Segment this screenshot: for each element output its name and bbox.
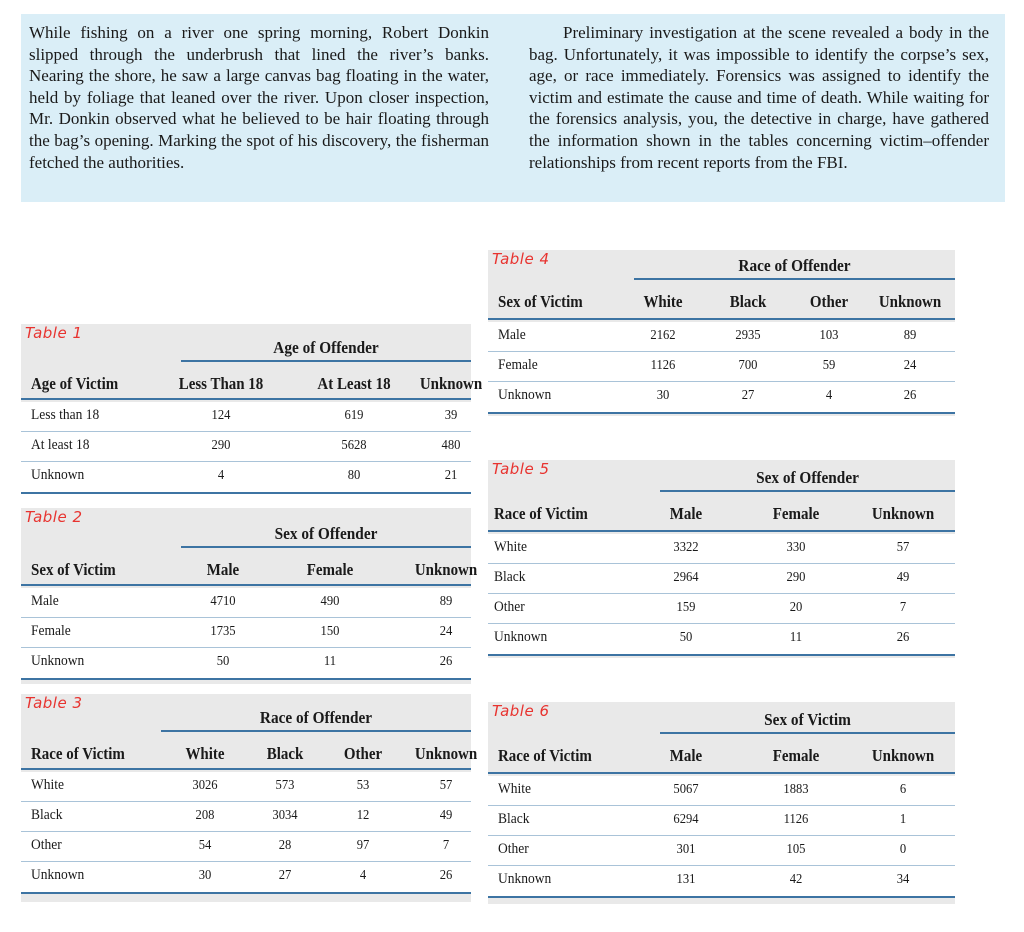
cell-value: 2162 [650, 328, 676, 343]
table3-annotation: Table 3 [25, 694, 83, 712]
cell-value: 80 [347, 468, 361, 483]
cell-value: 2964 [673, 570, 699, 585]
table-row [488, 322, 955, 352]
cell-value: 290 [786, 570, 806, 585]
table1-header-rule [21, 398, 471, 400]
table6 [488, 702, 955, 904]
row-label: White [494, 539, 527, 555]
cell-value: 1126 [783, 812, 809, 827]
table6-bottom-rule [488, 896, 955, 898]
cell-value: 53 [356, 778, 370, 793]
cell-value: 89 [903, 328, 917, 343]
row-label: Less than 18 [31, 407, 100, 423]
table5-bottom-rule [488, 654, 955, 656]
table2-row-header: Sex of Victim [31, 560, 116, 579]
cell-value: 2935 [735, 328, 761, 343]
cell-value: 26 [896, 630, 910, 645]
table-row [488, 836, 955, 866]
row-label: Female [31, 623, 71, 639]
table3-bottom-rule [21, 892, 471, 894]
table6-header-rule [488, 772, 955, 774]
cell-value: 27 [278, 868, 292, 883]
cell-value: 1126 [650, 358, 676, 373]
table5-group-label: Sex of Offender [756, 468, 859, 487]
cell-value: 700 [738, 358, 758, 373]
cell-value: 124 [211, 408, 231, 423]
table4-col-header: Other [809, 292, 849, 311]
row-label: Male [498, 327, 526, 343]
cell-value: 0 [899, 842, 907, 857]
cell-value: 330 [786, 540, 806, 555]
cell-value: 5628 [341, 438, 367, 453]
cell-value: 131 [676, 872, 696, 887]
table-row [21, 462, 471, 492]
table2-group-label: Sex of Offender [274, 524, 378, 543]
row-label: Other [31, 837, 62, 853]
table-row [488, 806, 955, 836]
table3-col-header: White [185, 744, 225, 763]
cell-value: 7 [442, 838, 450, 853]
cell-value: 50 [216, 654, 230, 669]
table2-header-rule [21, 584, 471, 586]
cell-value: 1883 [783, 782, 809, 797]
table2-group-rule [181, 546, 471, 548]
cell-value: 26 [439, 868, 453, 883]
table-row [21, 862, 471, 892]
table1-bottom-rule [21, 492, 471, 494]
cell-value: 3322 [673, 540, 699, 555]
row-label: At least 18 [31, 437, 90, 453]
table-row [21, 802, 471, 832]
table3 [21, 694, 478, 902]
cell-value: 34 [896, 872, 910, 887]
table5-group-rule [660, 490, 955, 492]
cell-value: 3026 [192, 778, 218, 793]
table5-header-rule [488, 530, 955, 532]
table-row [21, 432, 471, 462]
cell-value: 59 [822, 358, 836, 373]
cell-value: 27 [741, 388, 755, 403]
cell-value: 6 [899, 782, 907, 797]
cell-value: 573 [275, 778, 295, 793]
table-row [21, 402, 471, 432]
cell-value: 21 [444, 468, 458, 483]
table-row [21, 832, 471, 862]
cell-value: 26 [439, 654, 453, 669]
table-row [488, 382, 955, 412]
table-row [21, 588, 471, 618]
table5-annotation: Table 5 [492, 460, 550, 478]
cell-value: 4 [217, 468, 225, 483]
cell-value: 89 [439, 594, 453, 609]
cell-value: 6294 [673, 812, 699, 827]
row-label: Unknown [31, 467, 85, 483]
row-label: Unknown [31, 653, 85, 669]
row-label: Black [498, 811, 530, 827]
table3-col-header: Unknown [414, 744, 478, 763]
table1 [21, 324, 483, 494]
table4 [488, 250, 955, 416]
intro-paragraph-1: While fishing on a river one spring morning, Robert Donkin slipped through the underbrush that lined the river’s banks. Nearing the shore, he saw a large canvas bag floating in the water, held by foliage that leaned over the river. Upon closer inspection, Mr. Donkin observed what he believed to be hair floating through the bag’s opening. Marking the spot of his discovery, the fisherman fetched the authorities. [29, 23, 489, 172]
table3-group-label: Race of Offender [259, 708, 373, 727]
cell-value: 11 [789, 630, 803, 645]
table4-row-header: Sex of Victim [498, 292, 583, 311]
row-label: White [31, 777, 64, 793]
cell-value: 97 [356, 838, 370, 853]
table6-group-label: Sex of Victim [764, 710, 851, 729]
cell-value: 490 [320, 594, 340, 609]
table-row [488, 352, 955, 382]
cell-value: 50 [679, 630, 693, 645]
row-label: Other [498, 841, 529, 857]
table-row [488, 866, 955, 896]
cell-value: 54 [198, 838, 212, 853]
row-label: Unknown [31, 867, 85, 883]
cell-value: 24 [439, 624, 453, 639]
table-row [488, 534, 955, 564]
row-label: Unknown [498, 871, 552, 887]
table1-col-header: Less Than 18 [178, 374, 264, 393]
table2-bottom-rule [21, 678, 471, 680]
cell-value: 7 [899, 600, 907, 615]
cell-value: 3034 [272, 808, 298, 823]
table3-row-header: Race of Victim [31, 744, 125, 763]
intro-box [21, 14, 1005, 202]
table6-col-header: Male [669, 746, 703, 765]
row-label: Unknown [494, 629, 548, 645]
cell-value: 301 [676, 842, 696, 857]
table2-col-header: Female [306, 560, 354, 579]
row-label: White [498, 781, 531, 797]
table4-group-rule [634, 278, 955, 280]
table4-col-header: Black [729, 292, 767, 311]
table6-col-header: Female [772, 746, 820, 765]
cell-value: 159 [676, 600, 696, 615]
cell-value: 49 [896, 570, 910, 585]
cell-value: 24 [903, 358, 917, 373]
table5 [488, 460, 955, 658]
table-row [488, 624, 955, 654]
table6-row-header: Race of Victim [498, 746, 592, 765]
table-row [21, 772, 471, 802]
table4-group-label: Race of Offender [738, 256, 851, 275]
cell-value: 103 [819, 328, 839, 343]
table-row [21, 648, 471, 678]
table5-row-header: Race of Victim [494, 504, 588, 523]
table4-col-header: Unknown [878, 292, 942, 311]
cell-value: 57 [439, 778, 453, 793]
cell-value: 49 [439, 808, 453, 823]
row-label: Female [498, 357, 538, 373]
table2-col-header: Unknown [414, 560, 478, 579]
table4-col-header: White [643, 292, 683, 311]
table2-annotation: Table 2 [25, 508, 83, 526]
table4-annotation: Table 4 [492, 250, 550, 268]
table3-col-header: Black [266, 744, 304, 763]
table5-col-header: Unknown [871, 504, 935, 523]
table1-col-header: Unknown [419, 374, 483, 393]
cell-value: 11 [323, 654, 337, 669]
table2 [21, 508, 478, 684]
cell-value: 150 [320, 624, 340, 639]
table1-row-header: Age of Victim [31, 374, 119, 393]
table-row [488, 776, 955, 806]
cell-value: 39 [444, 408, 458, 423]
table2-col-header: Male [206, 560, 240, 579]
table4-header-rule [488, 318, 955, 320]
cell-value: 480 [441, 438, 461, 453]
cell-value: 12 [356, 808, 370, 823]
cell-value: 105 [786, 842, 806, 857]
table5-col-header: Male [669, 504, 703, 523]
cell-value: 28 [278, 838, 292, 853]
cell-value: 4710 [210, 594, 236, 609]
cell-value: 26 [903, 388, 917, 403]
cell-value: 1735 [210, 624, 236, 639]
intro-paragraph-2: Preliminary investigation at the scene revealed a body in the bag. Unfortunately, it was impossible to identify the corpse’s sex, age, or race immediately. Forensics was assigned to identify the victim and estimate the cause and time of death. While waiting for the forensics analysis, you, the detective in charge, have gathered the information shown in the tables concerning victim–offender relationships from recent reports from the FBI. [529, 23, 989, 172]
row-label: Male [31, 593, 59, 609]
row-label: Unknown [498, 387, 552, 403]
row-label: Other [494, 599, 525, 615]
cell-value: 30 [198, 868, 212, 883]
cell-value: 619 [344, 408, 364, 423]
cell-value: 5067 [673, 782, 699, 797]
table1-col-header: At Least 18 [317, 374, 391, 393]
table3-group-rule [161, 730, 471, 732]
cell-value: 42 [789, 872, 803, 887]
cell-value: 208 [195, 808, 215, 823]
table6-col-header: Unknown [871, 746, 935, 765]
table3-header-rule [21, 768, 471, 770]
table1-group-label: Age of Offender [273, 338, 379, 357]
cell-value: 1 [899, 812, 907, 827]
cell-value: 4 [359, 868, 367, 883]
cell-value: 57 [896, 540, 910, 555]
cell-value: 20 [789, 600, 803, 615]
table-row [488, 594, 955, 624]
table4-bottom-rule [488, 412, 955, 414]
table1-group-rule [181, 360, 471, 362]
table3-col-header: Other [343, 744, 383, 763]
table6-group-rule [660, 732, 955, 734]
table6-annotation: Table 6 [492, 702, 550, 720]
row-label: Black [31, 807, 63, 823]
cell-value: 290 [211, 438, 231, 453]
cell-value: 4 [825, 388, 833, 403]
table1-annotation: Table 1 [25, 324, 83, 342]
row-label: Black [494, 569, 526, 585]
table-row [488, 564, 955, 594]
table-row [21, 618, 471, 648]
table5-col-header: Female [772, 504, 820, 523]
cell-value: 30 [656, 388, 670, 403]
